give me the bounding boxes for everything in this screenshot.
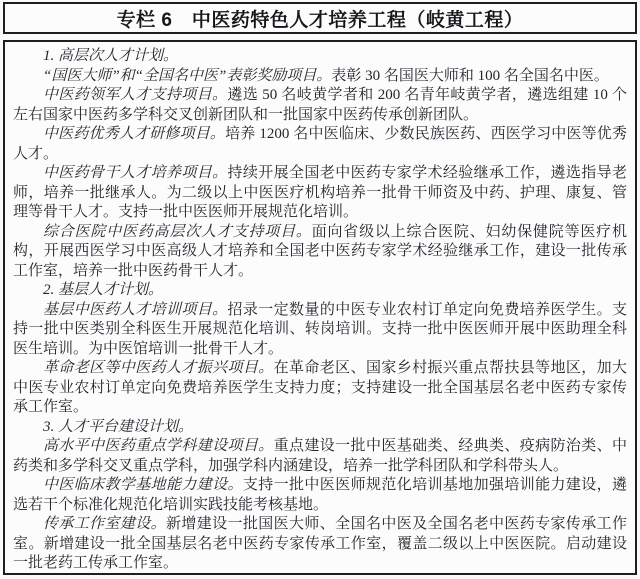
project-description: 支持一批中医医师规范化培训基地加强培训能力建设，遴选若干个标准化规范化培训实践技能考核基地。 (13, 477, 627, 513)
project-paragraph (13, 359, 627, 418)
section-heading: 3. 人才平台建设计划。 (43, 418, 194, 435)
project-name: 革命老区等中医药人才振兴项目。 (43, 360, 274, 376)
panel-title: 专栏 6 中医药特色人才培养工程（岐黄工程） (116, 9, 524, 31)
project-description: 表彰 30 名国医大师和 100 名全国名中医。 (331, 67, 609, 84)
project-name: 中医药优秀人才研修项目。 (43, 126, 226, 142)
project-name: “国医大师”和“全国名中医”表彰奖励项目。 (43, 67, 332, 84)
project-name: 传承工作室建设。 (43, 516, 167, 532)
project-paragraph (13, 476, 627, 515)
project-name: 中医药领军人才支持项目。 (43, 87, 228, 103)
project-paragraph (13, 86, 627, 125)
panel-body (3, 40, 637, 575)
project-description: 新增建设一批国医大师、全国名中医及全国名老中医药专家传承工作室。新增建设一批全国基层名老中医药专家传承工作室，覆盖二级以上中医医院。启动建设一批老药工传承工作室。 (13, 516, 627, 571)
project-name: 中医药骨干人才培养项目。 (43, 165, 228, 181)
project-description: 培养 1200 名中医临床、少数民族医药、西医学习中医等优秀人才。 (13, 126, 627, 162)
project-description: 在革命老区、国家乡村振兴重点帮扶县等地区，加大中医专业农村订单定向免费培养医学生支持力度；支持建设一批全国基层名老中医药专家传承工作室。 (13, 360, 627, 415)
section-heading: 1. 高层次人才计划。 (43, 48, 179, 64)
project-paragraph (13, 301, 627, 360)
project-paragraph (13, 125, 627, 164)
project-description: 重点建设一批中医基础类、经典类、疫病防治类、中药类和多学科交叉重点学科，加强学科内涵建设，培养一批学科团队和学科带头人。 (13, 438, 627, 474)
project-name: 综合医院中医药高层次人才支持项目。 (43, 223, 312, 240)
project-paragraph (13, 164, 627, 223)
project-name: 高水平中医药重点学科建设项目。 (43, 438, 274, 454)
project-description: 面向省级以上综合医院、妇幼保健院等医疗机构，开展西医学习中医高级人才培养和全国老中医药专家学术经验继承工作，建设一批传承工作室，培养一批中医药骨干人才。 (13, 223, 627, 279)
project-paragraph (13, 437, 627, 476)
project-paragraph (13, 223, 627, 282)
project-paragraph (13, 515, 627, 574)
project-paragraph (13, 67, 627, 87)
project-description: 招录一定数量的中医专业农村订单定向免费培养医学生。支持一批中医类别全科医生开展规范化培训、转岗培训。支持一批中医医师开展中医助理全科医生培训。为中医馆培训一批骨干人才。 (13, 301, 627, 357)
panel-title-box (3, 2, 637, 34)
project-description: 遴选 50 名岐黄学者和 200 名青年岐黄学者，遴选组建 10 个左右国家中医药多学科交叉创新团队和一批国家中医药传承创新团队。 (13, 87, 627, 123)
project-name: 中医临床教学基地能力建设。 (43, 477, 243, 493)
project-description: 持续开展全国老中医药专家学术经验继承工作，遴选指导老师，培养一批继承人。为二级以上中医医疗机构培养一批骨干师资及中药、护理、康复、管理等骨干人才。支持一批中医医师开展规范化培训。 (13, 165, 627, 220)
section-heading: 2. 基层人才计划。 (43, 282, 164, 298)
project-name: 基层中医药人才培训项目。 (43, 301, 228, 318)
